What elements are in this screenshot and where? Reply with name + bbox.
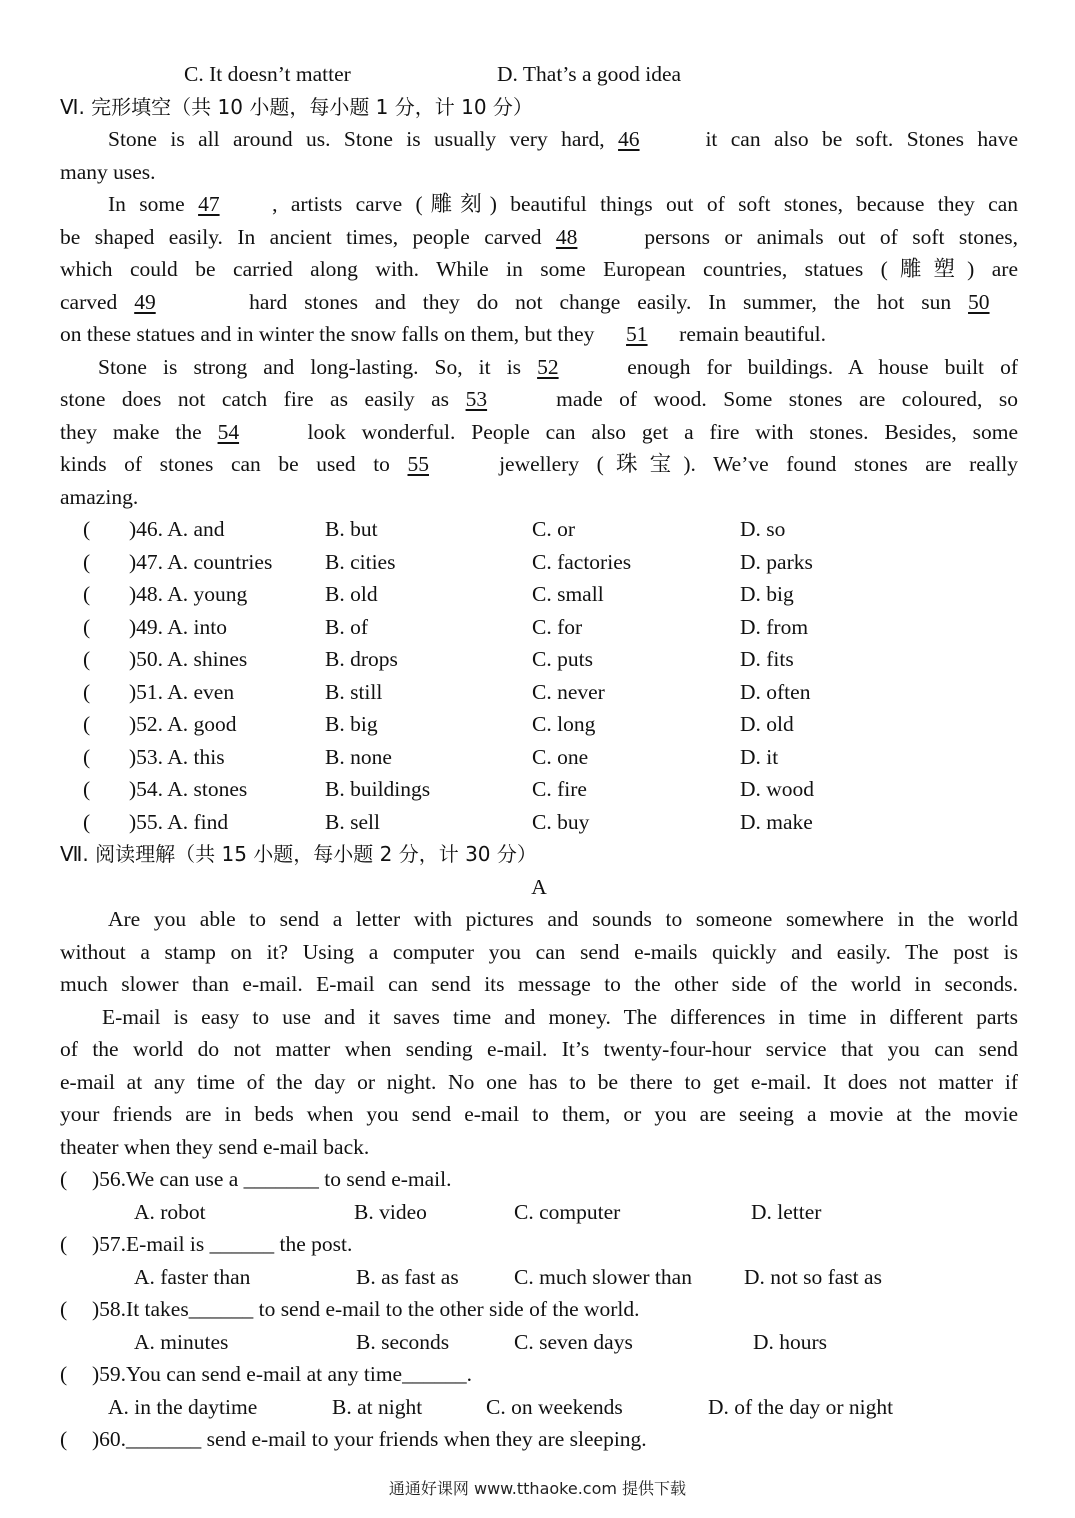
answer-paren[interactable]: ( <box>60 1427 68 1451</box>
answer-paren[interactable]: ( <box>83 809 91 834</box>
blank-54: 54 <box>217 419 240 444</box>
answer-paren[interactable]: ( <box>60 1362 68 1386</box>
question-59-stem: ( )59.You can send e-mail at any time______. <box>60 1358 1018 1391</box>
reading-p2-line2: of the world do not matter when sending e-mail. It’s twenty-four-hour service that you can send <box>60 1037 1018 1061</box>
cloze-option-row: ( )52. A. good B. big C. long D. old <box>60 708 1018 741</box>
cloze-p2-line4: carved 49 hard stones and they do not change easily. In summer, the hot sun 50 <box>60 286 1018 319</box>
cloze-p1-line1: Stone is all around us. Stone is usually very hard, 46 it can also be soft. Stones have <box>60 123 1018 156</box>
question-57-options: A. faster than B. as fast as C. much slower than D. not so fast as <box>134 1264 882 1289</box>
blank-47: 47 <box>198 192 220 216</box>
cloze-option-row: ( )46. A. and B. but C. or D. so <box>60 513 1018 546</box>
blank-51: 51 <box>626 322 648 346</box>
answer-paren[interactable]: ( <box>83 614 91 639</box>
answer-paren[interactable]: ( <box>83 744 91 769</box>
cloze-option-row: ( )49. A. into B. of C. for D. from <box>60 611 1018 644</box>
cloze-p2-line2: be shaped easily. In ancient times, people carved 48 persons or animals out of soft stones, <box>60 221 1018 254</box>
exam-page <box>60 58 1018 1456</box>
blank-49: 49 <box>134 289 156 314</box>
question-60-stem: ( )60._______ send e-mail to your friends when they are sleeping. <box>60 1423 1018 1456</box>
question-58-stem: ( )58.It takes______ to send e-mail to the other side of the world. <box>60 1293 1018 1326</box>
passage-label: A <box>531 874 547 899</box>
question-56-stem: ( )56.We can use a _______ to send e-mail. <box>60 1163 1018 1196</box>
answer-paren[interactable]: ( <box>83 712 91 736</box>
blank-46: 46 <box>618 127 640 151</box>
answer-paren[interactable]: ( <box>60 1232 68 1256</box>
cloze-option-row: ( )55. A. find B. sell C. buy D. make <box>60 806 1018 839</box>
reading-p2-line3: e-mail at any time of the day or night. No one has to be there to get e-mail. It does not matter if <box>60 1069 1018 1094</box>
cloze-option-row: ( )50. A. shines B. drops C. puts D. fits <box>60 643 1018 676</box>
cloze-p3-line4: kinds of stones can be used to 55 jewellery (珠宝). We’ve found stones are really <box>60 448 1018 481</box>
blank-55: 55 <box>407 452 429 476</box>
cloze-p2-line5: on these statues and in winter the snow falls on them, but they 51 remain beautiful. <box>60 318 1018 351</box>
cloze-option-row: ( )47. A. countries B. cities C. factories D. parks <box>60 546 1018 579</box>
reading-p1-line2: without a stamp on it? Using a computer you can send e-mails quickly and easily. The post is <box>60 939 1018 964</box>
answer-paren[interactable]: ( <box>83 582 91 606</box>
cloze-p3-line5: amazing. <box>60 484 139 509</box>
answer-paren[interactable]: ( <box>83 679 91 704</box>
question-57-stem: ( )57.E-mail is ______ the post. <box>60 1228 1018 1261</box>
reading-p1-line1: Are you able to send a letter with pictures and sounds to someone somewhere in the world <box>108 907 1018 931</box>
option-c: C. It doesn’t matter <box>184 62 351 86</box>
option-d: D. That’s a good idea <box>497 62 682 86</box>
cloze-p2-line3: which could be carried along with. While in some European countries, statues (雕塑) are <box>60 257 1018 281</box>
cloze-option-row: ( )54. A. stones B. buildings C. fire D. wood <box>60 773 1018 806</box>
blank-50: 50 <box>968 289 990 314</box>
answer-paren[interactable]: ( <box>60 1167 68 1191</box>
reading-p2-line1: E-mail is easy to use and it saves time and money. The differences in time in different parts <box>102 1004 1018 1029</box>
reading-p1-line3: much slower than e-mail. E-mail can send its message to the other side of the world in seconds. <box>60 972 1018 996</box>
answer-paren[interactable]: ( <box>60 1297 68 1321</box>
answer-paren[interactable]: ( <box>83 517 91 541</box>
cloze-p2-line1: In some 47 , artists carve (雕刻) beautiful things out of soft stones, because they can <box>60 188 1018 221</box>
answer-paren[interactable]: ( <box>83 647 91 671</box>
cloze-p3-line2: stone does not catch fire as easily as 53 made of wood. Some stones are coloured, so <box>60 383 1018 416</box>
blank-52: 52 <box>537 354 559 379</box>
question-58-options: A. minutes B. seconds C. seven days D. hours <box>134 1329 828 1354</box>
answer-paren[interactable]: ( <box>83 549 91 574</box>
section-7-heading: Ⅶ. 阅读理解（共 15 小题，每小题 2 分，计 30 分） <box>60 842 537 866</box>
blank-53: 53 <box>465 387 488 411</box>
cloze-option-row: ( )53. A. this B. none C. one D. it <box>60 741 1018 774</box>
cloze-p3-line1: Stone is strong and long-lasting. So, it is 52 enough for buildings. A house built of <box>60 351 1018 384</box>
answer-paren[interactable]: ( <box>83 777 91 801</box>
reading-p2-line4: your friends are in beds when you send e-mail to them, or you are seeing a movie at the movie <box>60 1102 1018 1126</box>
cloze-p1-line2: many uses. <box>60 159 156 184</box>
section-6-heading: Ⅵ. 完形填空（共 10 小题，每小题 1 分，计 10 分） <box>60 94 533 119</box>
reading-p2-line5: theater when they send e-mail back. <box>60 1134 370 1159</box>
previous-options-row <box>60 58 1018 91</box>
cloze-option-row: ( )48. A. young B. old C. small D. big <box>60 578 1018 611</box>
cloze-p3-line3: they make the 54 look wonderful. People can also get a fire with stones. Besides, some <box>60 416 1018 449</box>
question-59-options: A. in the daytime B. at night C. on weekends D. of the day or night <box>108 1394 894 1419</box>
blank-48: 48 <box>555 224 578 249</box>
cloze-option-row: ( )51. A. even B. still C. never D. often <box>60 676 1018 709</box>
question-56-options: A. robot B. video C. computer D. letter <box>134 1199 822 1224</box>
cloze-options-list <box>60 513 1018 838</box>
footer-watermark: 通通好课网 www.tthaoke.com 提供下载 <box>388 1479 687 1498</box>
